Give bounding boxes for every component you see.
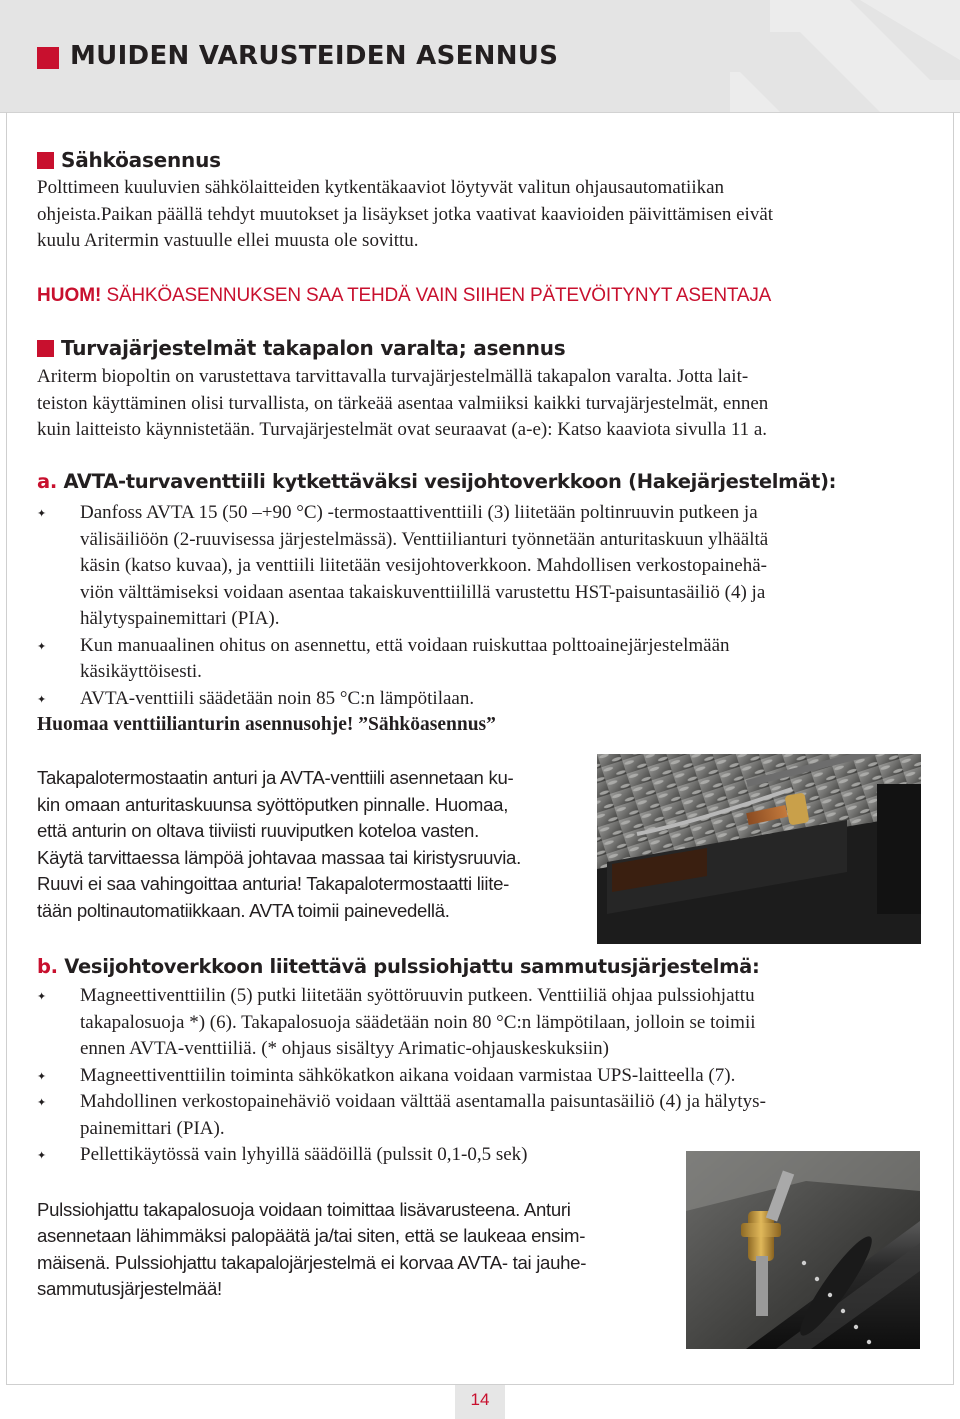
paragraph-line: teiston käyttäminen olisi turvallista, on tärkeää asentaa valmiiksi kaikki turvajärjestelmät, ennen	[37, 393, 769, 414]
installation-note: Huomaa venttiilianturin asennusohje! ”Sähköasennus”	[37, 714, 496, 735]
list-item	[37, 1063, 766, 1090]
frame-left	[6, 112, 7, 1384]
section-heading: Sähköasennus	[61, 148, 221, 172]
valve-photo	[686, 1151, 920, 1349]
paragraph-line: kuin laitteisto käynnistetään. Turvajärjestelmät ovat seuraavat (a-e): Katso kaaviota sivulla 11 a.	[37, 419, 768, 440]
paragraph-line: Polttimeen kuuluvien sähkölaitteiden kytkentäkaaviot löytyvät valitun ohjausautomatiikan	[37, 177, 725, 198]
list-item	[37, 500, 768, 633]
warning-note	[37, 285, 771, 307]
side-text-line: Käytä tarvittaessa lämpöä johtavaa massaa tai kiristysruuvia.	[37, 847, 521, 868]
side-text-line: kin omaan anturitaskuunsa syöttöputken pinnalle. Huomaa,	[37, 794, 509, 815]
section-heading: Turvajärjestelmät takapalon varalta; asennus	[61, 336, 566, 360]
list-line: Kun manuaalinen ohitus on asennettu, että voidaan ruiskuttaa polttoainejärjestelmään	[80, 634, 730, 656]
side-text-line: mäisenä. Pulssiohjattu takapalojärjestelmä ei korvaa AVTA- tai jauhe-	[37, 1252, 587, 1273]
bullet-icon: ✦	[37, 990, 47, 1003]
side-text-line: että anturin on oltava tiiviisti ruuviputken koteloa vasten.	[37, 820, 479, 841]
bullet-icon: ✦	[37, 1149, 47, 1162]
list-item	[37, 1142, 766, 1169]
bullet-icon: ✦	[37, 1096, 47, 1109]
bullet-icon: ✦	[37, 1069, 47, 1083]
page-header	[0, 0, 960, 113]
list-line: Pellettikäytössä vain lyhyillä säädöillä (pulssit 0,1-0,5 sek)	[80, 1144, 528, 1165]
subsection-title-text: Vesijohtoverkkoon liitettävä pulssiohjattu sammutusjärjestelmä:	[57, 955, 760, 978]
list-line: käsikäyttöisesti.	[80, 661, 202, 682]
header-decoration	[730, 0, 960, 112]
list-item	[37, 1089, 766, 1142]
list-item	[37, 633, 768, 686]
paragraph-line: kuulu Aritermin vastuulle ellei muusta ole sovittu.	[37, 230, 419, 251]
list-line: painemittari (PIA).	[80, 1117, 225, 1139]
list-line: Magneettiventtiilin toiminta sähkökatkon aikana voidaan varmistaa UPS-laitteella (7).	[80, 1064, 736, 1086]
list-line: välisäiliöön (2-ruuvisessa järjestelmässä). Venttiilianturi työnnetään anturitaskuun ylhäältä	[80, 528, 769, 550]
list-line: viön välttämiseksi voidaan asentaa takaiskuventtiilillä varustettu HST-paisuntasäiliö (4) ja	[80, 581, 766, 603]
list-line: Danfoss AVTA 15 (50 –+90 °C) -termostaattiventtiili (3) liitetään poltinruuvin putkeen ja	[80, 502, 758, 523]
bullet-list-a	[37, 500, 768, 712]
list-item	[37, 686, 768, 713]
list-line: Magneettiventtiilin (5) putki liitetään syöttöruuvin putkeen. Venttiiliä ohjaa pulssiohjattu	[80, 985, 755, 1006]
warning-text: SÄHKÖASENNUKSEN SAA TEHDÄ VAIN SIIHEN PÄTEVÖITYNYT ASENTAJA	[101, 285, 772, 306]
side-text-line: tään poltinautomatiikkaan. AVTA toimii painevedellä.	[37, 900, 450, 921]
side-text-line: sammutusjärjestelmää!	[37, 1278, 222, 1299]
list-line: takapalosuoja *) (6). Takapalosuoja säädetään noin 80 °C:n lämpötilaan, jolloin se toimii	[80, 1011, 756, 1033]
section-square-icon	[37, 340, 54, 357]
side-text-line: Pulssiohjattu takapalosuoja voidaan toimittaa lisävarusteena. Anturi	[37, 1199, 571, 1220]
list-item	[37, 983, 766, 1063]
bullet-icon: ✦	[37, 692, 47, 706]
side-text-line: Takapalotermostaatin anturi ja AVTA-venttiili asennetaan ku-	[37, 767, 514, 788]
sensor-photo	[597, 754, 921, 944]
paragraph-line: Ariterm biopoltin on varustettava tarvittavalla turvajärjestelmällä takapalon varalta. Jotta lait-	[37, 366, 749, 387]
page-number-box	[455, 1385, 505, 1419]
list-line: ennen AVTA-venttiiliä. (* ohjaus sisältyy Arimatic-ohjauskeskuksiin)	[80, 1038, 609, 1059]
subsection-b-title	[37, 955, 760, 978]
section-square-icon	[37, 152, 54, 169]
bullet-icon: ✦	[37, 507, 47, 520]
side-text-line: asennetaan lähimmäksi palopäätä ja/tai siten, että se laukeaa ensim-	[37, 1225, 586, 1246]
list-line: hälytyspainemittari (PIA).	[80, 608, 280, 629]
page-number: 14	[470, 1390, 490, 1409]
subsection-title-text: AVTA-turvaventtiili kytkettäväksi vesijohtoverkkoon (Hakejärjestelmät):	[56, 470, 837, 493]
frame-right	[953, 112, 954, 1384]
bullet-list-b	[37, 983, 766, 1169]
list-line: Mahdollinen verkostopainehäviö voidaan välttää asentamalla paisuntasäiliö (4) ja hälytys-	[80, 1091, 766, 1112]
bullet-icon: ✦	[37, 639, 47, 653]
subsection-a-title	[37, 470, 836, 493]
paragraph-line: ohjeista.Paikan päällä tehdyt muutokset ja lisäykset jotka vaativat kaavioiden päivittämisen eivät	[37, 204, 774, 225]
page-title: MUIDEN VARUSTEIDEN ASENNUS	[70, 41, 559, 71]
header-square-icon	[37, 47, 59, 69]
list-line: käsin (katso kuvaa), ja venttiili liitetään vesijohtoverkkoon. Mahdollisen verkostopainehä-	[80, 555, 767, 576]
side-text-line: Ruuvi ei saa vahingoittaa anturia! Takapalotermostaatti liite-	[37, 873, 510, 894]
subsection-letter: a.	[37, 470, 57, 493]
warning-label: HUOM!	[37, 285, 102, 306]
list-line: AVTA-venttiili säädetään noin 85 °C:n lämpötilaan.	[80, 687, 475, 709]
subsection-letter: b.	[37, 955, 58, 978]
